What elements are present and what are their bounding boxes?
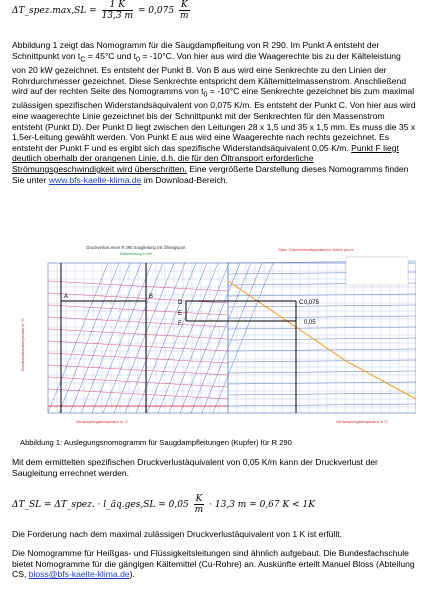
formula-lhs: ΔT_spez.max,SL = [12,6,97,16]
formula-suction-line-pressure-drop: ΔT_SL = ΔT_spez. · l_äq.ges,SL = 0,05 $\frac{K}{m}$ · 13,3 m = 0,67 K < 1K [12,494,315,515]
figure-title-sub: Kälteleistung in kW [119,252,153,256]
figure-title-right: Spez. Druckverlustäquivalent in Kelvin pro m [278,248,354,252]
email-link[interactable]: bloss@bfs-kaelte-klima.de [28,569,130,580]
figure-legend [346,257,408,285]
paragraph-nomogram-explanation: Abbildung 1 zeigt das Nomogramm für die Saugdampfleitung von R 290. Im Punkt A entsteht der Schnittpunkt von $t_C = 45^\circ C$ und $t_0 = -10^\circ C$. Von hier aus wird die Waagerechte bis zu der Kälteleistung von 20 kW gezeichnet. Es entsteht der Punkt B. Von B aus wird eine Senkrechte zu den Linien der Rohrdurchmesser gezeichnet. Diese Senkrechte entspricht dem Kältemittelmassenstrom. Anschließend wird auf der rechten Seite des Nomogramms von $t_0 = -10^\circ C$ eine Senkrechte gezeichnet bis zum maximal zulässigen spezifischen Widerstandsäquivalent von 0,075 K/m. Es entsteht der Punkt C. Von hier aus wird eine waagerechte Linie gezeichnet bis der Schnittpunkt mit der Senkrechten für den Massenstrom entsteht (Punkt D). Der Punkt D liegt zwischen den Leitungen 28 x 1,5 und 35 x 1,5 mm. Es muss die 35 x 1,5er-Leitung gewählt werden. Von Punkt E aus wird eine Waagerechte nach rechts gezeichnet. Es entsteht der Punkt F und es ergibt sich das spezifische Widerstandsäquivalent 0,05 K/m. Punkt F liegt deutlich oberhalb der orangenen Linie, d.h. die für den Öltransport erforderliche Strömungsgeschwindigkeit wird überschritten. Eine vergrößerte Darstellung dieses Nomogramms finden Sie unter www.bfs-kaelte-klima.de im Download-Bereich. [12,40,416,185]
underlined-conclusion: Punkt F liegt deutlich oberhalb der orangenen Linie, d.h. die für den Öltransport erforderliche Strömungsgeschwindigkeit wird überschritten. [12,142,399,174]
point-e-label: E [178,311,183,317]
point-b-label: B [149,294,154,300]
paragraph-further-nomograms: Die Nomogramme für Heißgas- und Flüssigkeitsleitungen sind ähnlich aufgebaut. Die Bundesfachschule bietet Nomogramme für die gängigen Kältemittel (Cu-Rohre) an. Auskünfte erteilt Manuel Bloss (Abteilung CS, bloss@bfs-kaelte-klima.de). [12,548,415,580]
figure-bottom-label: Verdampfungstemperatur in °C [76,420,129,424]
formula-max-pressure-drop: ΔT_spez.max,SL = $\frac{1 K}{13,3 m}$ = 0,075 $\frac{K}{m}$ [12,0,189,21]
unit-fraction: $\frac{K}{m}$ [194,494,204,515]
figure-caption: Abbildung 1: Auslegungsnomogramm für Saugdampfleitungen (Kupfer) für R 290 [20,438,292,447]
fraction: $\frac{1 K}{13,3 m}$ [101,0,134,21]
paragraph-requirement-met: Die Forderung nach dem maximal zulässigen Druckverlustäquivalent von 1 K ist erfüllt. [12,529,343,539]
unit-fraction: $\frac{K}{m}$ [180,0,189,21]
value-f-label: 0,05 [304,320,316,326]
figure-right-bottom-label: Verdampfungstemperatur in °C [336,420,389,424]
figure-title-left: Druckverlust einer R 290 Saugleitung mit Ölrangsport [86,245,186,250]
nomogram-figure [16,241,416,431]
figure-left-axis-label: Kondensationstemperatur in °C [21,318,25,371]
value-c-label: 0,075 [304,300,320,306]
website-link[interactable]: www.bfs-kaelte-klima.de [48,174,142,185]
point-c-label: C [299,300,304,306]
point-a-label: A [64,294,69,300]
nomogram-chart [16,241,416,431]
point-d-label: D [178,300,183,306]
paragraph-calculation-intro: Mit dem ermittelten spezifischen Druckverlustäquivalent von 0,05 K/m kann der Druckverlust der Saugleitung errechnet werden. [12,457,378,478]
point-f-label: F [178,321,182,327]
